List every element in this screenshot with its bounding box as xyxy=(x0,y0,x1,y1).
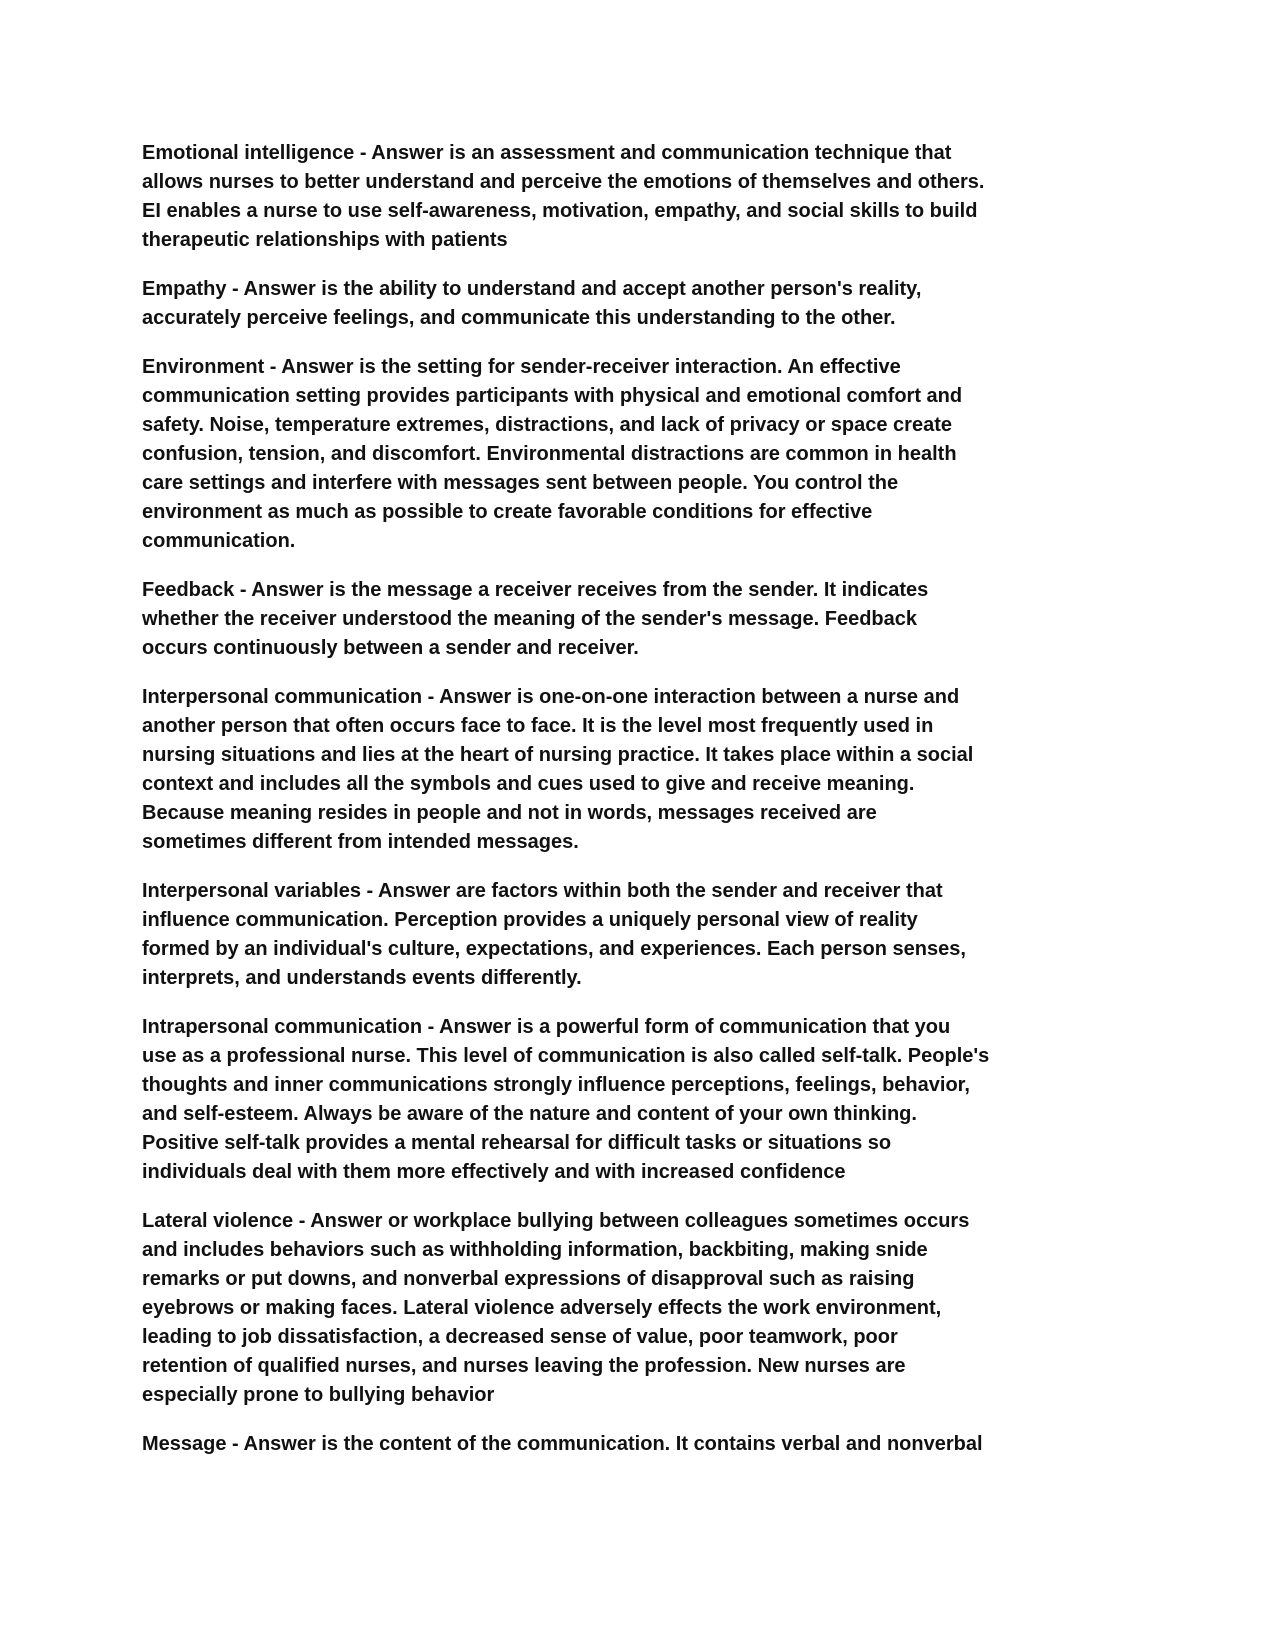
text-line: allows nurses to better understand and perceive the emotions of themselves and others. xyxy=(142,171,985,193)
text-line: influence communication. Perception provides a uniquely personal view of reality xyxy=(142,909,918,931)
text-line: eyebrows or making faces. Lateral violence adversely effects the work environment, xyxy=(142,1297,942,1319)
text-line: Environment - Answer is the setting for sender-receiver interaction. An effective xyxy=(142,356,901,378)
text-line: remarks or put downs, and nonverbal expressions of disapproval such as raising xyxy=(142,1268,915,1290)
text-line: and self-esteem. Always be aware of the nature and content of your own thinking. xyxy=(142,1103,917,1125)
definition-paragraph xyxy=(142,353,1142,556)
text-line: communication. xyxy=(142,530,296,552)
definition-paragraph xyxy=(142,1013,1142,1187)
text-line: Message - Answer is the content of the communication. It contains verbal and nonverbal xyxy=(142,1433,983,1455)
text-line: nursing situations and lies at the heart of nursing practice. It takes place within a social xyxy=(142,744,974,766)
text-line: use as a professional nurse. This level of communication is also called self-talk. People's xyxy=(142,1045,990,1067)
text-line: care settings and interfere with messages sent between people. You control the xyxy=(142,472,899,494)
definition-paragraph xyxy=(142,877,1142,993)
definition-paragraph xyxy=(142,1207,1142,1410)
text-line: therapeutic relationships with patients xyxy=(142,229,508,251)
text-line: interprets, and understands events differently. xyxy=(142,967,582,989)
text-line: Empathy - Answer is the ability to understand and accept another person's reality, xyxy=(142,278,922,300)
text-line: especially prone to bullying behavior xyxy=(142,1384,495,1406)
definition-paragraph xyxy=(142,139,1142,255)
text-line: Interpersonal variables - Answer are factors within both the sender and receiver that xyxy=(142,880,943,902)
text-line: Interpersonal communication - Answer is one-on-one interaction between a nurse and xyxy=(142,686,960,708)
text-line: Positive self-talk provides a mental rehearsal for difficult tasks or situations so xyxy=(142,1132,892,1154)
definition-paragraph xyxy=(142,683,1142,857)
text-line: accurately perceive feelings, and communicate this understanding to the other. xyxy=(142,307,896,329)
document-page xyxy=(142,139,1142,1479)
text-line: individuals deal with them more effectively and with increased confidence xyxy=(142,1161,846,1183)
text-line: leading to job dissatisfaction, a decreased sense of value, poor teamwork, poor xyxy=(142,1326,898,1348)
text-line: Because meaning resides in people and not in words, messages received are xyxy=(142,802,877,824)
text-line: retention of qualified nurses, and nurses leaving the profession. New nurses are xyxy=(142,1355,906,1377)
text-line: EI enables a nurse to use self-awareness, motivation, empathy, and social skills to build xyxy=(142,200,978,222)
text-line: Feedback - Answer is the message a receiver receives from the sender. It indicates xyxy=(142,579,929,601)
text-line: another person that often occurs face to face. It is the level most frequently used in xyxy=(142,715,934,737)
text-line: Emotional intelligence - Answer is an assessment and communication technique that xyxy=(142,142,952,164)
text-line: Intrapersonal communication - Answer is a powerful form of communication that you xyxy=(142,1016,951,1038)
text-line: formed by an individual's culture, expectations, and experiences. Each person senses, xyxy=(142,938,966,960)
definition-paragraph xyxy=(142,1430,1142,1459)
text-line: thoughts and inner communications strongly influence perceptions, feelings, behavior, xyxy=(142,1074,970,1096)
text-line: context and includes all the symbols and cues used to give and receive meaning. xyxy=(142,773,915,795)
text-line: occurs continuously between a sender and receiver. xyxy=(142,637,639,659)
text-line: sometimes different from intended messages. xyxy=(142,831,579,853)
text-line: and includes behaviors such as withholding information, backbiting, making snide xyxy=(142,1239,928,1261)
definition-paragraph xyxy=(142,275,1142,333)
text-line: confusion, tension, and discomfort. Environmental distractions are common in health xyxy=(142,443,957,465)
text-line: environment as much as possible to create favorable conditions for effective xyxy=(142,501,873,523)
text-line: communication setting provides participants with physical and emotional comfort and xyxy=(142,385,963,407)
text-line: whether the receiver understood the meaning of the sender's message. Feedback xyxy=(142,608,917,630)
text-line: Lateral violence - Answer or workplace bullying between colleagues sometimes occurs xyxy=(142,1210,970,1232)
definition-paragraph xyxy=(142,576,1142,663)
text-line: safety. Noise, temperature extremes, distractions, and lack of privacy or space create xyxy=(142,414,952,436)
